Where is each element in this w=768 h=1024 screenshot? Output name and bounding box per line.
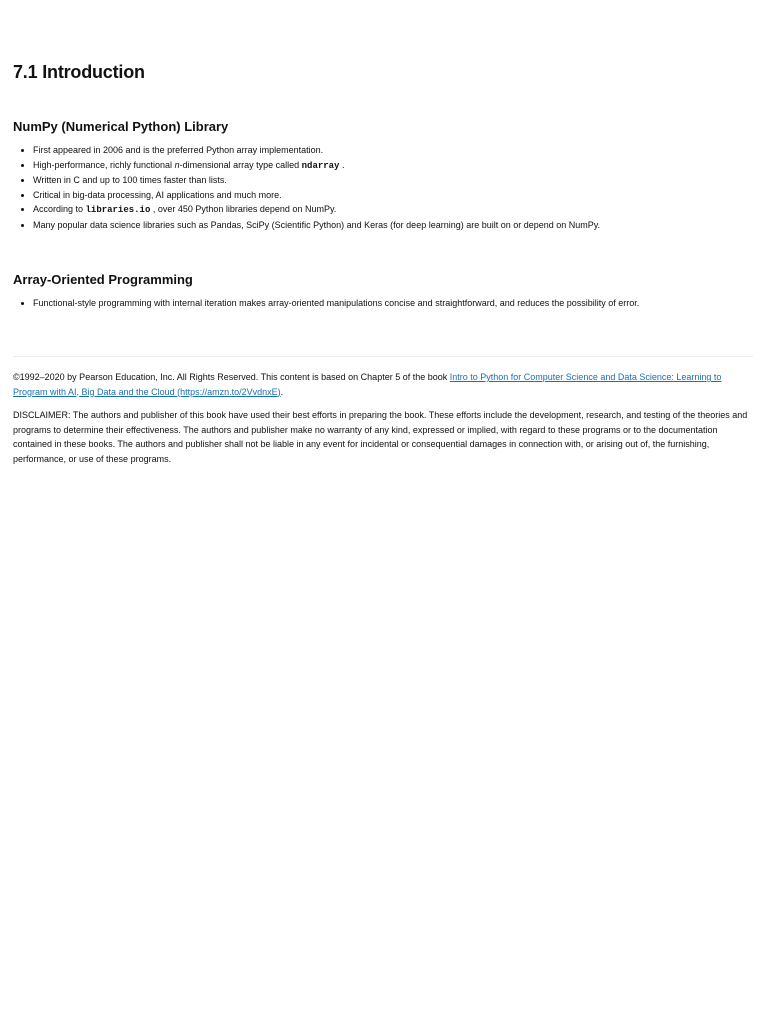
- list-item: [33, 158, 600, 174]
- section-heading-numpy: NumPy (Numerical Python) Library: [13, 119, 229, 134]
- list-item-text: First appeared in 2006 and is the preferred Python array implementation.: [33, 145, 324, 155]
- list-item-text: Written in C and up to 100 times faster than lists.: [33, 175, 227, 185]
- list-item: [33, 296, 639, 311]
- copyright-notice: [13, 370, 748, 399]
- disclaimer-text: DISCLAIMER: The authors and publisher of this book have used their best efforts in preparing the book. These efforts include the development, research, and testing of the theories and programs to determine their effectiveness. The authors and publisher make no warranty of any kind, expressed or implied, with regard to these programs or to the documentation contained in these books. The authors and publisher shall not be liable in any event for incidental or consequential damages in connection with, or arising out of, the furnishing, performance, or use of these programs.: [13, 410, 748, 464]
- list-item-text: According to: [33, 204, 86, 214]
- section-heading-array-oriented: Array-Oriented Programming: [13, 272, 193, 287]
- list-item-text: Many popular data science libraries such as Pandas, SciPy (Scientific Python) and Keras (for deep learning) are built on or depend on NumPy.: [33, 219, 601, 230]
- inline-code-libraries-io: libraries.io: [85, 205, 151, 215]
- list-item-text: .: [339, 159, 345, 170]
- numpy-bullet-list: [13, 143, 600, 232]
- list-item: [33, 202, 600, 218]
- list-item: [33, 218, 600, 233]
- list-item-text: Functional-style programming with internal iteration makes array-oriented manipulations concise and straightforward, and reduces the possibility of error.: [33, 298, 640, 308]
- page-title: 7.1 Introduction: [13, 62, 145, 82]
- list-item-text: , over 450 Python libraries depend on NumPy.: [150, 204, 337, 214]
- list-item: [33, 188, 600, 203]
- inline-code-ndarray: ndarray: [301, 160, 340, 171]
- list-item: [33, 143, 600, 158]
- list-item-text: -dimensional array type called: [179, 159, 302, 170]
- list-item-text: High-performance, richly functional: [33, 159, 175, 170]
- list-item: [33, 173, 600, 188]
- copyright-end: .: [280, 386, 284, 397]
- footer-divider: [13, 356, 753, 357]
- list-item-text: Critical in big-data processing, AI applications and much more.: [33, 189, 282, 200]
- copyright-text: ©1992–2020 by Pearson Education, Inc. All Rights Reserved. This content is based on Chapter 5 of the book: [13, 372, 450, 382]
- array-oriented-bullet-list: [13, 296, 639, 311]
- book-link[interactable]: Intro to Python for Computer Science and Data Science: Learning to Program with AI, Big Data and the Cloud (https://amzn.to/2VvdnxE): [13, 372, 722, 397]
- italic-n: n: [174, 159, 180, 170]
